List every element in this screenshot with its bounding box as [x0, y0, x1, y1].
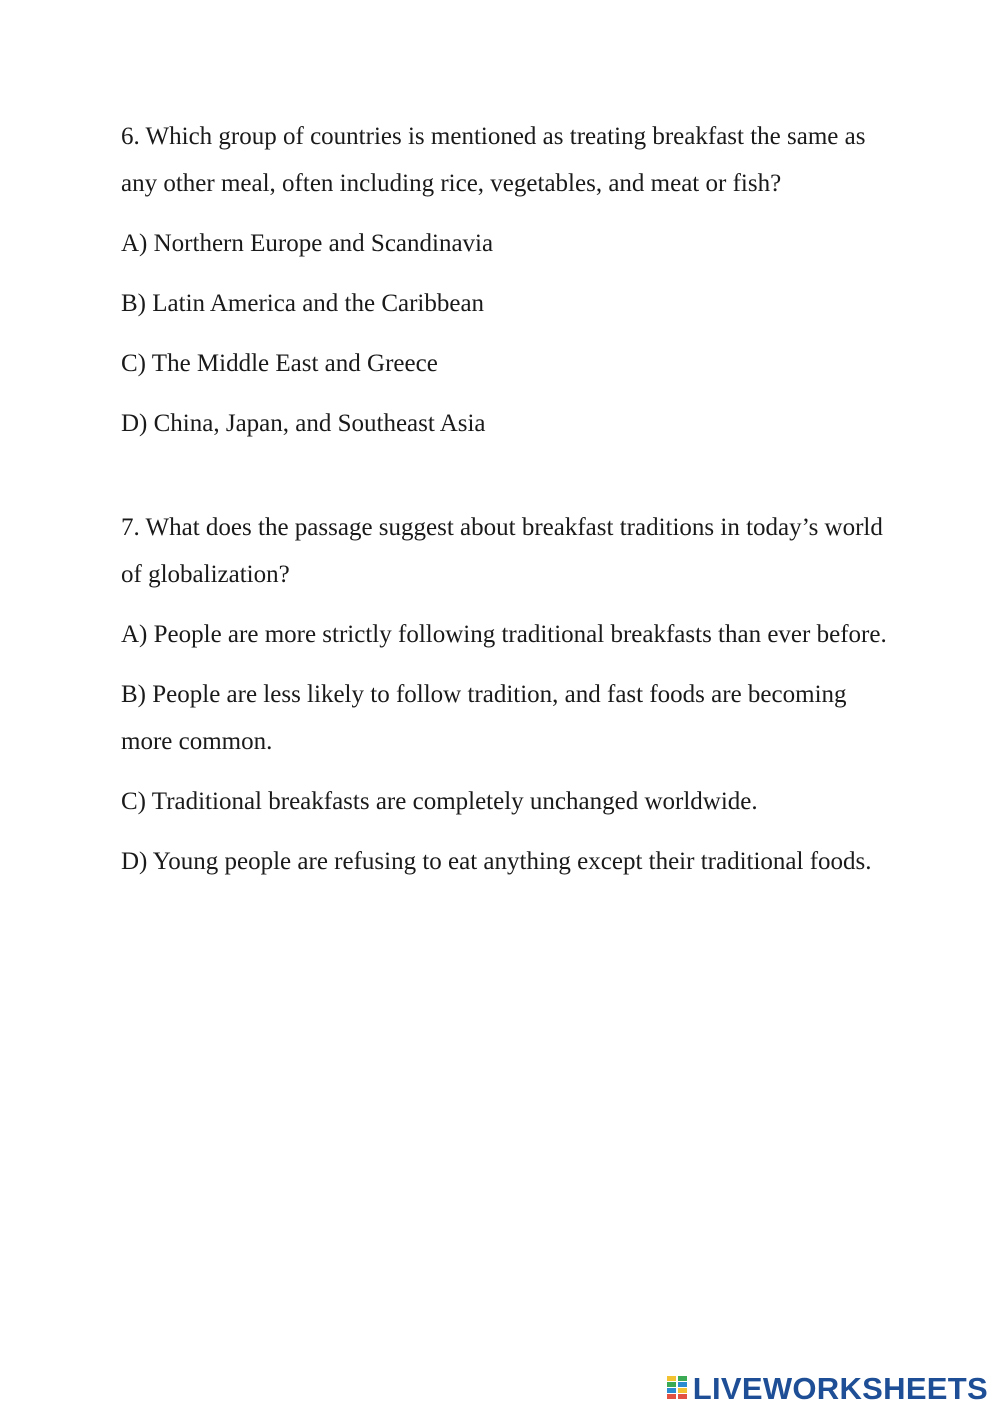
option-d: D) Young people are refusing to eat anything except their traditional foods. [121, 848, 872, 875]
option-a: A) People are more strictly following traditional breakfasts than ever before. [121, 621, 887, 648]
option-d: D) China, Japan, and Southeast Asia [121, 410, 486, 437]
option-a: A) Northern Europe and Scandinavia [121, 230, 494, 257]
worksheet-page [121, 113, 891, 885]
question-6 [121, 113, 891, 447]
brand-name: LIVEWORKSHEETS [692, 1371, 988, 1406]
option-c: C) Traditional breakfasts are completely unchanged worldwide. [121, 788, 758, 815]
option-c: C) The Middle East and Greece [121, 350, 438, 377]
question-7 [121, 504, 891, 885]
liveworksheets-logo-icon [667, 1376, 689, 1402]
option-b: B) People are less likely to follow tradition, and fast foods are becoming more common. [121, 681, 847, 755]
liveworksheets-brand [667, 1372, 988, 1406]
option-b: B) Latin America and the Caribbean [121, 290, 485, 317]
question-stem: 7. What does the passage suggest about breakfast traditions in today’s world of globalization? [121, 514, 883, 588]
question-stem: 6. Which group of countries is mentioned as treating breakfast the same as any other meal, often including rice, vegetables, and meat or fish? [121, 123, 866, 197]
